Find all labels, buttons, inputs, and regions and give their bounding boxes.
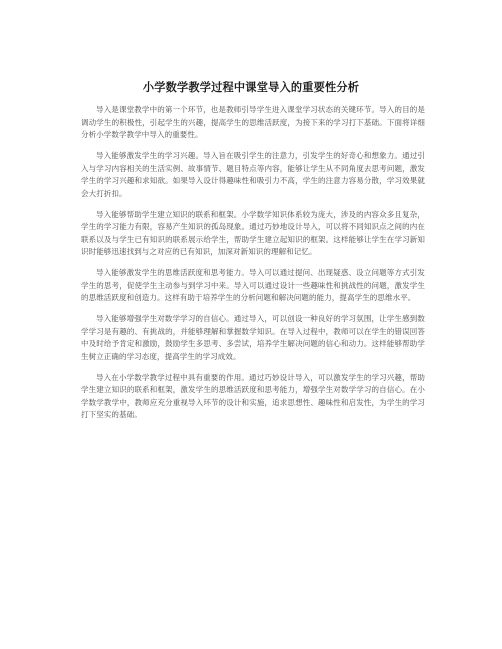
paragraph-intro: 导入是课堂教学中的第一个环节，也是教师引导学生进入课堂学习状态的关键环节。导入的目的是调动学生的积极性，引起学生的兴趣，提高学生的思维活跃度，为接下来的学习打下基础。下面将详细分析小学数学教学中导入的重要性。 — [81, 105, 425, 139]
paragraph-confidence: 导入能够增强学生对数学学习的自信心。通过导入，可以创设一种良好的学习氛围，让学生感到数学学习是有趣的、有挑战的，并能够理解和掌握数学知识。在导入过程中，教师可以在学生的错误回答中及时给予肯定和激励，鼓励学生多思考、多尝试，培养学生解决问题的信心和动力。这样能够帮助学生树立正确的学习态度，提高学生的学习成效。 — [81, 314, 425, 361]
paragraph-knowledge-framework: 导入能够帮助学生建立知识的联系和框架。小学数学知识体系较为庞大，涉及的内容众多且复杂，学生的学习能力有限，容易产生知识的孤岛现象。通过巧妙地设计导入，可以将不同知识点之间的内在联系以及与学生已有知识的联系展示给学生，帮助学生建立起知识的框架。这样能够让学生在学习新知识时能够迅速找到与之对应的已有知识，加深对新知识的理解和记忆。 — [81, 209, 425, 257]
paragraph-thinking: 导入能够激发学生的思维活跃度和思考能力。导入可以通过提问、出现疑惑、设立问题等方式引发学生的思考，促使学生主动参与到学习中来。导入可以通过设计一些趣味性和挑战性的问题，激发学生的思维活跃度和创造力。这样有助于培养学生的分析问题和解决问题的能力，提高学生的思维水平。 — [81, 268, 425, 303]
paragraph-conclusion: 导入在小学数学教学过程中具有重要的作用。通过巧妙设计导入，可以激发学生的学习兴趣，帮助学生建立知识的联系和框架，激发学生的思维活跃度和思考能力，增强学生对数学学习的自信心。在小学数学教学中，教师应充分重视导入环节的设计和实施，追求思想性、趣味性和启发性，为学生的学习打下坚实的基础。 — [81, 372, 425, 420]
document-title: 小学数学教学过程中课堂导入的重要性分析 — [142, 81, 360, 94]
document-body — [81, 104, 425, 431]
paragraph-interest: 导入能够激发学生的学习兴趣。导入旨在吸引学生的注意力，引发学生的好奇心和想象力。通过引入与学习内容相关的生活实例、故事情节、题目特点等内容，能够让学生从不同角度去思考问题，激发学生的学习兴趣和求知欲。如果导入设计得趣味性和吸引力不高，学生的注意力容易分散，学习效果就会大打折扣。 — [81, 151, 425, 198]
